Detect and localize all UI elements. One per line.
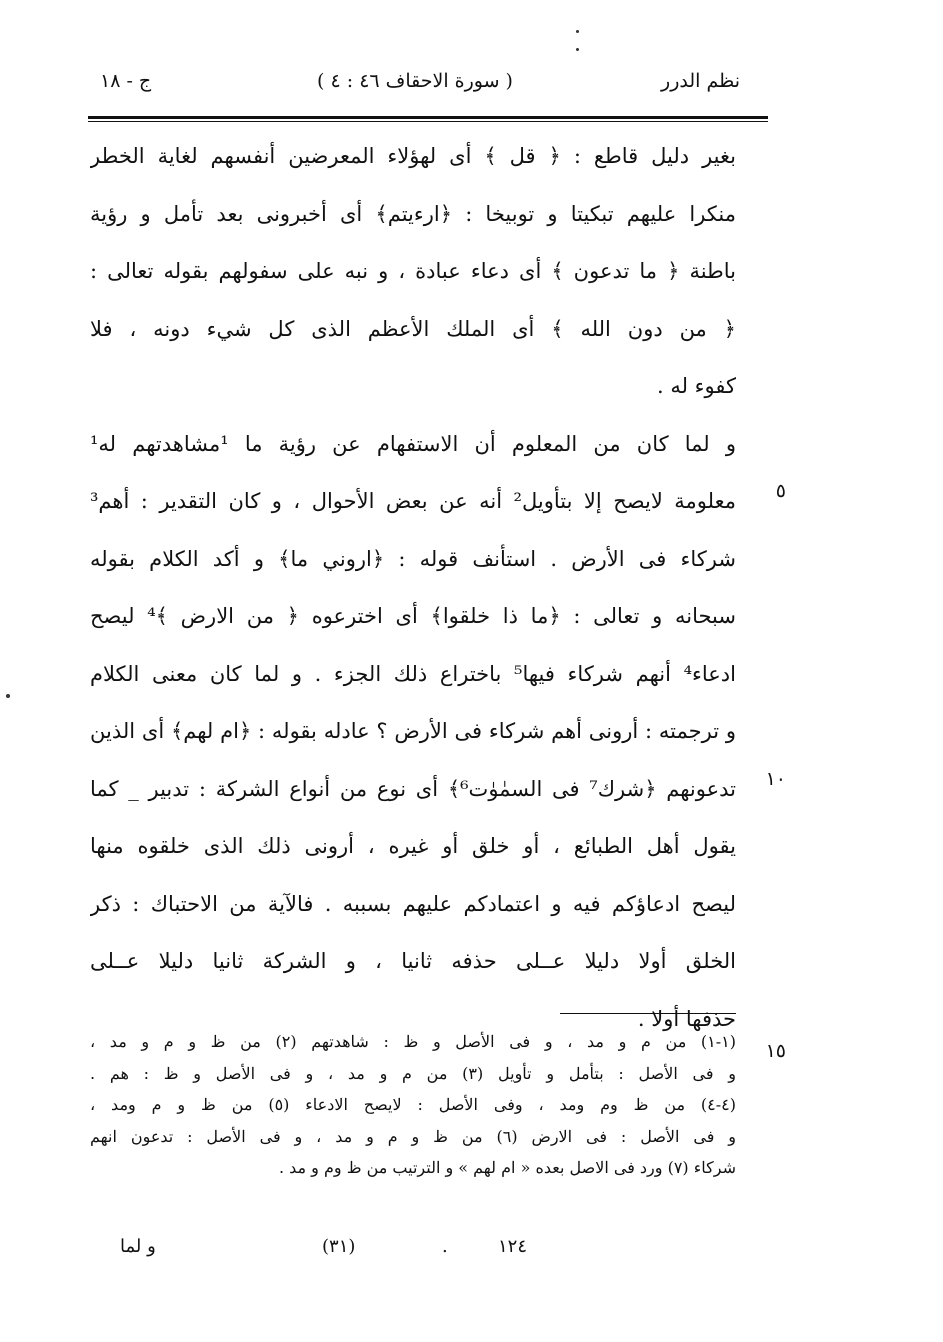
header-rule-thin (88, 121, 768, 122)
text-line: و لما كان من المعلوم أن الاستفهام عن رؤية ما ¹مشاهدتهم له¹ (90, 431, 736, 456)
footnote-line: و فى الأصل : فى الارض (٦) من ظ و م و مد ، و فى الأصل : تدعون انهم (90, 1126, 736, 1146)
line-number-15: ١٥ (765, 1040, 786, 1062)
page-footer (90, 1232, 736, 1262)
footnote-line: (٤-٤) من ظ وم ومد ، وفى الأصل : لايصح الادعاء (٥) من ظ و م ومد ، (90, 1095, 736, 1114)
signature-mark: (٣١) (322, 1236, 356, 1257)
catchword: و لما (120, 1236, 156, 1257)
text-line: ليصح ادعاؤكم فيه و اعتمادكم عليهم بسببه . فالآية من الاحتباك : ذكر (90, 891, 736, 916)
text-line: تدعونهم ﴿شرك⁷ فى السمٰوٰت⁶﴾ أى نوع من أنواع الشركة : تدبير _ كما (90, 776, 736, 801)
footnote-rule (560, 1013, 736, 1014)
book-title: نظم الدرر (661, 70, 740, 92)
footnotes (90, 1026, 736, 1184)
footnote-line: شركاء (٧) ورد فى الاصل بعده « ام لهم » و الترتيب من ظ وم و مد . (278, 1158, 736, 1177)
body-text (90, 128, 736, 1048)
text-line: الخلق أولا دليلا عــلى حذفه ثانيا ، و الشركة ثانيا دليلا عــلى (90, 949, 736, 973)
text-line: يقول أهل الطبائع ، أو خلق أو غيره ، أرونى ذلك الذى خلقوه منها (90, 834, 736, 858)
text-line: شركاء فى الأرض . استأنف قوله : ﴿اروني ما﴾ و أكد الكلام بقوله (90, 546, 736, 571)
footnote-line: و فى الأصل : بتأمل و تأويل (٣) من م و مد ، و فى الأصل و ظ : هم . (90, 1063, 736, 1083)
scan-speck (6, 694, 10, 698)
page-number: ١٢٤ (498, 1236, 528, 1257)
scan-speck (576, 48, 579, 51)
text-line: معلومة لايصح إلا بتأويل² أنه عن بعض الأحوال ، و كان التقدير : أهم³ (90, 489, 736, 513)
volume-number: ج - ١٨ (100, 70, 152, 92)
scan-speck (576, 30, 579, 33)
text-line: ادعاء⁴ أنهم شركاء فيها⁵ باختراع ذلك الجزء . و لما كان معنى الكلام (90, 661, 736, 686)
text-line: منكرا عليهم تبكيتا و توبيخا : ﴿ارءيتم﴾ أى أخبرونى بعد تأمل و رؤية (90, 201, 736, 226)
text-line: سبحانه و تعالى : ﴿ما ذا خلقوا﴾ أى اخترعوه ﴿ من الارض ﴾⁴ ليصح (90, 604, 736, 628)
text-line: بغير دليل قاطع : ﴿ قل ﴾ أى لهؤلاء المعرضين أنفسهم لغاية الخطر (90, 144, 736, 168)
footer-dot: . (442, 1236, 448, 1257)
text-line: كفوء له . (656, 374, 736, 398)
text-line: حذفها أولا . (637, 1006, 736, 1031)
text-line: و ترجمته : أرونى أهم شركاء فى الأرض ؟ عادله بقوله : ﴿ام لهم﴾ أى الذين (90, 719, 736, 743)
footnote-line: (١-١) من م و مد ، و فى الأصل و ظ : شاهدتهم (٢) من ظ و م و مد ، (90, 1032, 736, 1051)
running-head (90, 66, 740, 100)
header-rule (88, 116, 768, 119)
text-line: باطنة ﴿ ما تدعون ﴾ أى دعاء عبادة ، و نبه على سفولهم بقوله تعالى : (90, 259, 736, 283)
text-line: ﴿ من دون الله ﴾ أى الملك الأعظم الذى كل شيء دونه ، فلا (90, 316, 736, 341)
surah-reference: ( سورة الاحقاف ٤٦ : ٤ ) (317, 70, 513, 92)
line-number-5: ٥ (775, 480, 786, 502)
line-number-10: ١٠ (765, 768, 786, 790)
